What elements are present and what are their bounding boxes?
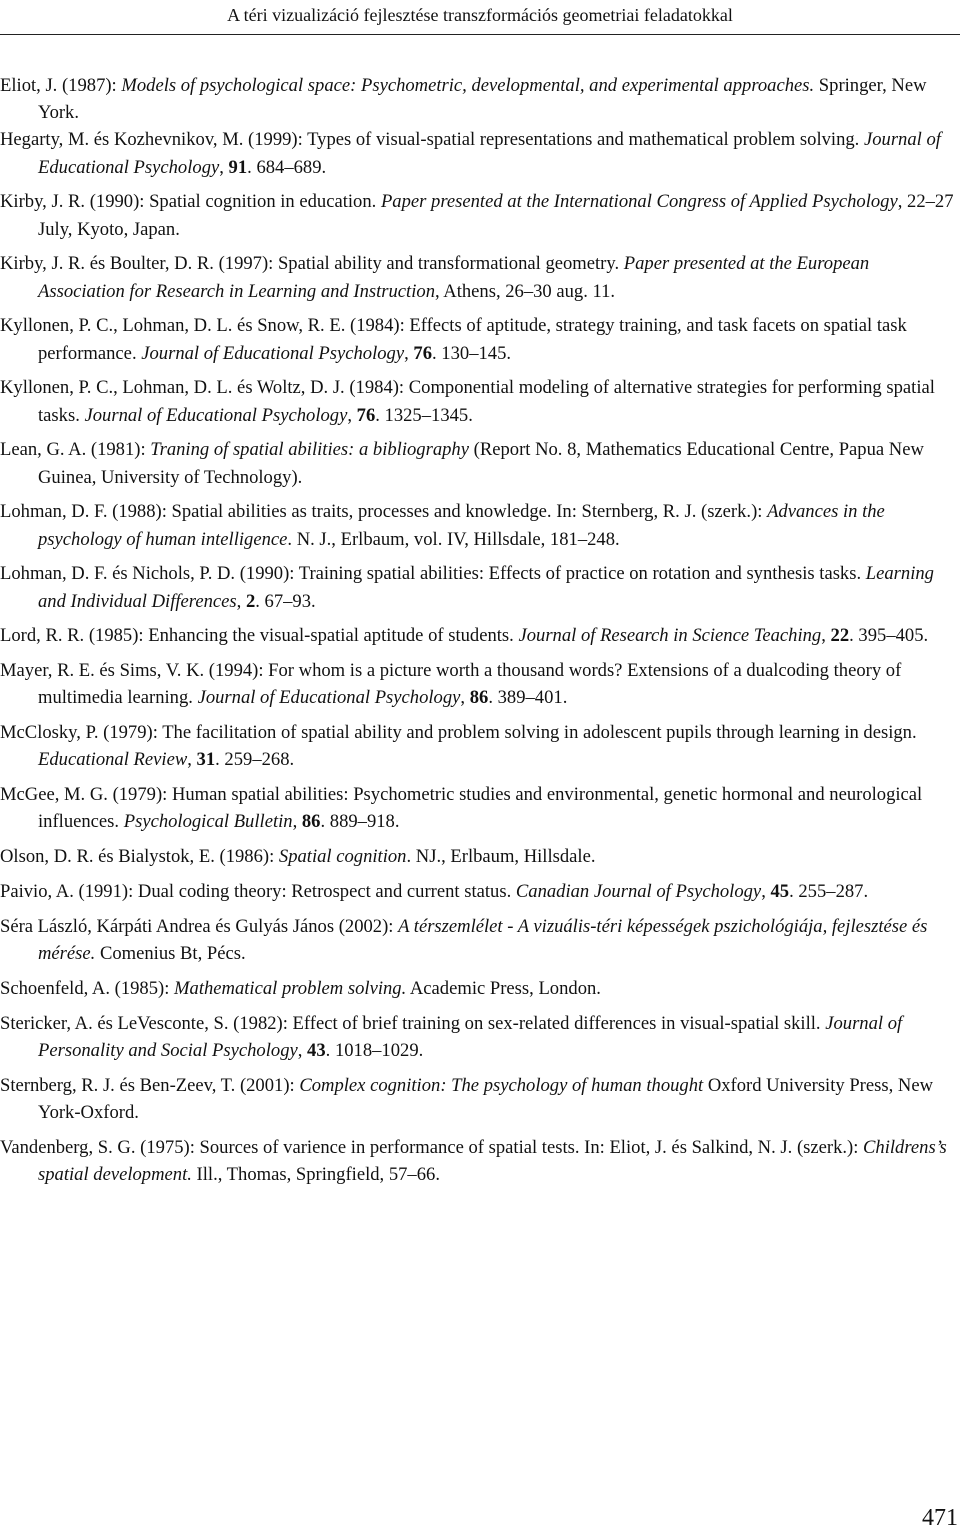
reference-details-text: Oxford University Press, New York-Oxford.: [38, 1074, 933, 1123]
reference-title-italic: Spatial cognition: [278, 846, 407, 868]
reference-entry: [0, 913, 958, 967]
reference-authors-text: Schoenfeld, A. (1985):: [0, 977, 175, 999]
reference-journal-italic: Learning and Individual Differences: [38, 563, 934, 612]
reference-authors-text: Paivio, A. (1991): Dual coding theory: Retrospect and current status.: [0, 881, 516, 902]
reference-volume: 86: [301, 811, 321, 833]
running-header: A téri vizualizáció fejlesztése transzformációs geometriai feladatokkal: [227, 5, 733, 25]
reference-volume: 31: [196, 749, 216, 771]
page-number: 471: [922, 1505, 958, 1531]
reference-authors-text: Sternberg, R. J. és Ben-Zeev, T. (2001):: [0, 1074, 300, 1096]
reference-pages-text: . 1325–1345.: [375, 404, 473, 426]
reference-entry: McClosky, P. (1979): The facilitation of spatial ability and problem solving in adolescent pupils through learning in design. Educational Review, 31. 259–268.: [0, 722, 917, 771]
reference-authors-text: Mayer, R. E. és Sims, V. K. (1994): For whom is a picture worth a thousand words? Extensions of a dualcoding theory of multimedia learning.: [0, 660, 902, 709]
reference-details-text: , 22–27 July, Kyoto, Japan.: [38, 191, 954, 240]
reference-pages-text: . 67–93.: [255, 590, 316, 612]
reference-volume: 22: [830, 625, 850, 647]
reference-details-text: (Report No. 8, Mathematics Educational Centre, Papua New Guinea, University of Technology).: [38, 439, 924, 488]
reference-authors-text: McGee, M. G. (1979): Human spatial abilities: Psychometric studies and environmental, genetic hormonal and neurological influences.: [0, 784, 923, 833]
reference-authors-text: Kyllonen, P. C., Lohman, D. L. és Woltz, D. J. (1984): Componential modeling of alternative strategies for performing spatial tasks.: [0, 377, 935, 426]
reference-title-italic: A térszemlélet - A vizuális-téri képességek pszichológiája, fejlesztése és mérése.: [38, 915, 928, 964]
reference-entry: [0, 436, 958, 490]
reference-details-text: . N. J., Erlbaum, vol. IV, Hillsdale, 181–248.: [287, 528, 620, 550]
reference-details-text: Springer, New York.: [38, 75, 927, 124]
reference-volume: 86: [469, 687, 489, 709]
reference-authors-text: Lohman, D. F. (1988): Spatial abilities as traits, processes and knowledge. In: Sternberg, R. J. (szerk.):: [0, 501, 768, 523]
reference-volume: 91: [228, 156, 248, 178]
reference-authors-text: Kirby, J. R. és Boulter, D. R. (1997): Spatial ability and transformational geometry.: [0, 253, 624, 275]
reference-journal-italic: Journal of Educational Psychology: [38, 129, 941, 178]
reference-volume: 76: [356, 404, 376, 426]
reference-entry: Lohman, D. F. és Nichols, P. D. (1990): Training spatial abilities: Effects of practice on rotation and synthesis tasks. Learning and Individual Differences, 2. 67–93.: [0, 563, 934, 612]
header-rule: [0, 34, 960, 35]
reference-authors-text: Lean, G. A. (1981):: [0, 439, 151, 461]
reference-details-text: . NJ., Erlbaum, Hillsdale.: [406, 846, 596, 868]
reference-entry: Mayer, R. E. és Sims, V. K. (1994): For whom is a picture worth a thousand words? Extensions of a dualcoding theory of multimedia learning. Journal of Educational Psychology, 86. 389–401.: [0, 660, 902, 709]
reference-journal-italic: Canadian Journal of Psychology: [515, 881, 762, 902]
reference-entry: Kyllonen, P. C., Lohman, D. L. és Snow, R. E. (1984): Effects of aptitude, strategy training, and task facets on spatial task performance. Journal of Educational Psychology, 76. 130–145.: [0, 315, 907, 364]
reference-authors-text: Lohman, D. F. és Nichols, P. D. (1990): Training spatial abilities: Effects of practice on rotation and synthesis tasks.: [0, 563, 866, 585]
reference-journal-italic: Journal of Educational Psychology: [141, 342, 405, 364]
reference-journal-italic: Paper presented at the European Association for Research in Learning and Instruction: [38, 253, 870, 302]
reference-entry: [0, 498, 958, 552]
reference-pages-text: . 889–918.: [320, 811, 400, 833]
reference-title-italic: Traning of spatial abilities: a bibliography: [150, 439, 469, 461]
reference-journal-italic: Journal of Personality and Social Psychology: [38, 1012, 903, 1061]
reference-pages-text: . 395–405.: [849, 625, 929, 647]
reference-entry: [0, 72, 958, 126]
reference-pages-text: . 684–689.: [247, 156, 327, 178]
reference-journal-italic: Educational Review: [38, 749, 188, 771]
reference-entry: Kyllonen, P. C., Lohman, D. L. és Woltz, D. J. (1984): Componential modeling of alternative strategies for performing spatial tasks. Journal of Educational Psychology, 76. 1325–1345.: [0, 377, 935, 426]
reference-entry: Hegarty, M. és Kozhevnikov, M. (1999): Types of visual-spatial representations and mathematical problem solving. Journal of Educational Psychology, 91. 684–689.: [0, 129, 941, 178]
reference-journal-italic: Journal of Educational Psychology: [197, 687, 461, 709]
reference-entry: [0, 1134, 958, 1188]
reference-title-italic: Advances in the psychology of human intelligence: [38, 501, 885, 550]
reference-authors-text: Hegarty, M. és Kozhevnikov, M. (1999): Types of visual-spatial representations and mathematical problem solving.: [0, 129, 864, 151]
reference-entry: [0, 843, 958, 870]
reference-list: [0, 72, 958, 1196]
reference-volume: 2: [245, 590, 256, 612]
reference-authors-text: Stericker, A. és LeVesconte, S. (1982): Effect of brief training on sex-related differences in visual-spatial skill.: [0, 1012, 826, 1034]
reference-pages-text: . 130–145.: [432, 342, 512, 364]
reference-pages-text: . 259–268.: [215, 749, 295, 771]
reference-authors-text: Kyllonen, P. C., Lohman, D. L. és Snow, R. E. (1984): Effects of aptitude, strategy training, and task facets on spatial task performance.: [0, 315, 907, 364]
reference-volume: 76: [413, 342, 432, 364]
reference-title-italic: Mathematical problem solving.: [174, 977, 407, 999]
reference-pages-text: . 255–287.: [789, 881, 869, 902]
reference-volume: 45: [770, 881, 790, 902]
reference-title-italic: Childrens’s spatial development.: [38, 1136, 947, 1185]
reference-title-italic: Models of psychological space: Psychometric, developmental, and experimental approaches.: [121, 75, 815, 96]
reference-authors-text: Kirby, J. R. (1990): Spatial cognition in education.: [0, 191, 381, 213]
reference-title-italic: Complex cognition: The psychology of human thought: [299, 1074, 704, 1096]
reference-entry: [0, 188, 958, 242]
reference-entry: McGee, M. G. (1979): Human spatial abilities: Psychometric studies and environmental, genetic hormonal and neurological influences. Psychological Bulletin, 86. 889–918.: [0, 784, 923, 833]
reference-details-text: Ill., Thomas, Springfield, 57–66.: [191, 1163, 440, 1185]
reference-entry: Stericker, A. és LeVesconte, S. (1982): Effect of brief training on sex-related differences in visual-spatial skill. Journal of Personality and Social Psychology, 43. 1018–1029.: [0, 1012, 903, 1061]
reference-authors-text: Séra László, Kárpáti Andrea és Gulyás János (2002):: [0, 915, 399, 937]
reference-authors-text: McClosky, P. (1979): The facilitation of spatial ability and problem solving in adolescent pupils through learning in design.: [0, 722, 917, 744]
reference-journal-italic: Journal of Research in Science Teaching: [518, 625, 822, 647]
reference-entry: [0, 975, 958, 1002]
reference-entry: [0, 1072, 958, 1126]
reference-details-text: Comenius Bt, Pécs.: [95, 943, 246, 964]
reference-entry: [0, 250, 958, 304]
reference-pages-text: . 1018–1029.: [325, 1039, 424, 1061]
reference-authors-text: Lord, R. R. (1985): Enhancing the visual-spatial aptitude of students.: [0, 625, 519, 647]
reference-authors-text: Olson, D. R. és Bialystok, E. (1986):: [0, 846, 279, 868]
reference-pages-text: . 389–401.: [488, 687, 568, 709]
reference-journal-italic: Paper presented at the International Congress of Applied Psychology: [380, 191, 898, 213]
reference-journal-italic: Journal of Educational Psychology: [84, 404, 348, 426]
reference-details-text: , Athens, 26–30 aug. 11.: [435, 280, 616, 302]
reference-entry: Lord, R. R. (1985): Enhancing the visual-spatial aptitude of students. Journal of Research in Science Teaching, 22. 395–405.: [0, 625, 929, 647]
reference-journal-italic: Psychological Bulletin: [123, 811, 293, 833]
reference-entry: Paivio, A. (1991): Dual coding theory: Retrospect and current status. Canadian Journal of Psychology, 45. 255–287.: [0, 881, 869, 902]
reference-details-text: Academic Press, London.: [406, 977, 601, 999]
reference-authors-text: Vandenberg, S. G. (1975): Sources of varience in performance of spatial tests. In: Eliot, J. és Salkind, N. J. (szerk.):: [0, 1136, 864, 1158]
reference-authors-text: Eliot, J. (1987):: [0, 75, 122, 96]
reference-volume: 43: [307, 1039, 326, 1061]
